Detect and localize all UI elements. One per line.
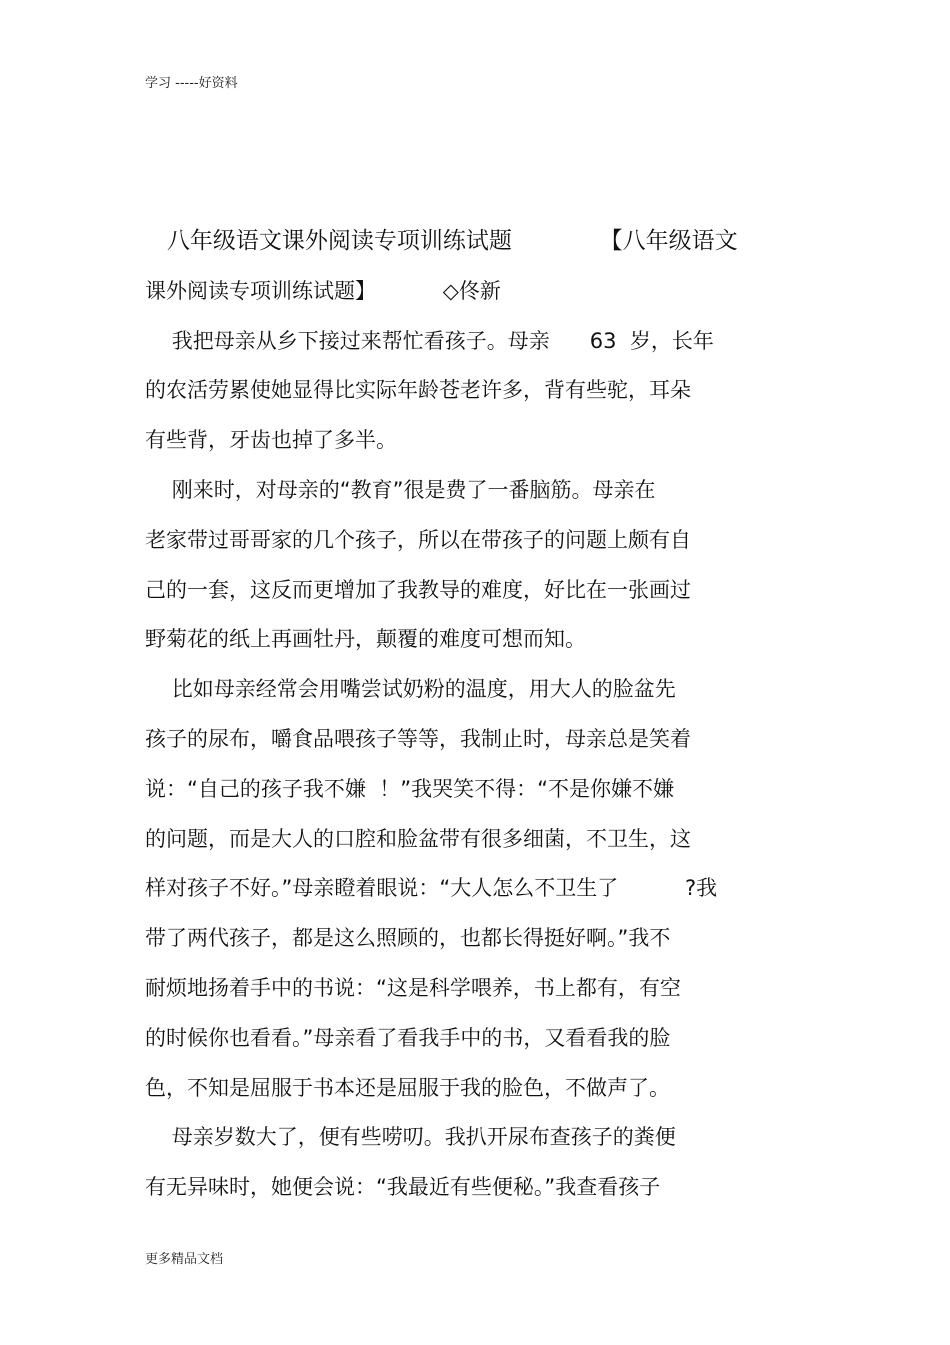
page-header: 学习 -----好资料 [145,76,238,91]
title-line: 课外阅读专项训练试题】 ◇佟新 [145,279,501,303]
paragraph-line: 母亲岁数大了，便有些唠叨。我扒开尿布查孩子的粪便 [145,1125,676,1149]
paragraph-line: 色，不知是屈服于书本还是屈服于我的脸色，不做声了。 [145,1076,670,1100]
paragraph-line: 刚来时，对母亲的“教育”很是费了一番脑筋。母亲在 [145,478,656,502]
paragraph-line: 野菊花的纸上再画牡丹，颠覆的难度可想而知。 [145,627,586,651]
paragraph-line: 的问题，而是大人的口腔和脸盆带有很多细菌，不卫生，这 [145,827,691,851]
paragraph-line: 带了两代孩子，都是这么照顾的，也都长得挺好啊。”我不 [145,926,671,950]
paragraph-line: 的时候你也看看。”母亲看了看我手中的书，又看看我的脸 [145,1026,671,1050]
paragraph-line: 样对孩子不好。”母亲瞪着眼说：“大人怎么不卫生了 ?我 [145,876,718,900]
paragraph-line: 的农活劳累使她显得比实际年龄苍老许多，背有些驼，耳朵 [145,378,691,402]
paragraph-line: 己的一套，这反而更增加了我教导的难度，好比在一张画过 [145,578,691,602]
paragraph-line: 有些背，牙齿也掉了多半。 [145,428,397,452]
paragraph-line: 有无异味时，她便会说：“我最近有些便秘。”我查看孩子 [145,1175,661,1199]
paragraph-line: 孩子的尿布，嚼食品喂孩子等等，我制止时，母亲总是笑着 [145,727,691,751]
page-footer: 更多精品文档 [145,1252,224,1267]
paragraph-line: 老家带过哥哥家的几个孩子，所以在带孩子的问题上颇有自 [145,528,691,552]
paragraph-line: 耐烦地扬着手中的书说：“这是科学喂养，书上都有，有空 [145,976,681,1000]
title-line: 八年级语文课外阅读专项训练试题 【八年级语文 [145,228,738,254]
paragraph-line: 我把母亲从乡下接过来帮忙看孩子。母亲 63 岁，长年 [145,329,714,353]
paragraph-line: 比如母亲经常会用嘴尝试奶粉的温度，用大人的脸盆先 [145,677,676,701]
paragraph-line: 说：“自己的孩子我不嫌 ！”我哭笑不得：“不是你嫌不嫌 [145,777,674,801]
